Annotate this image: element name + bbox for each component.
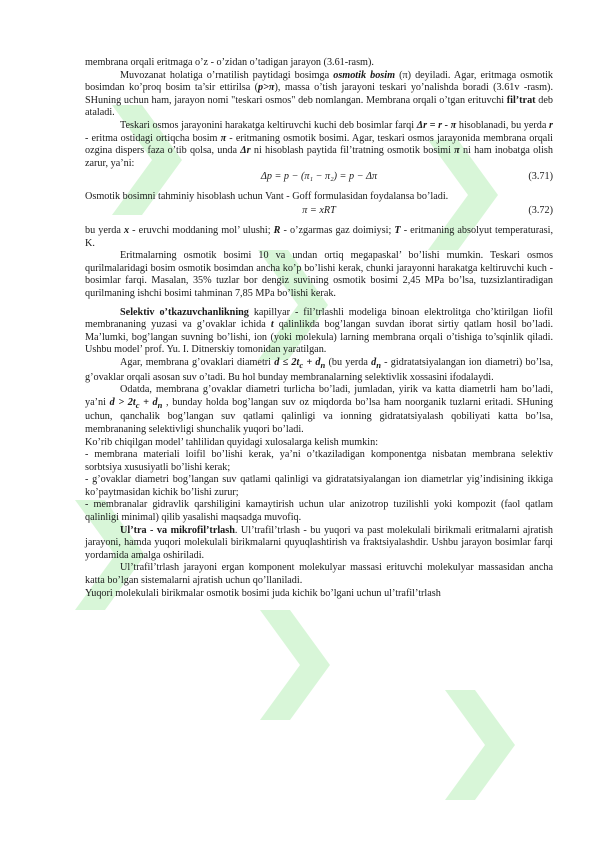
equation-number: (3.72) [528, 204, 553, 216]
text-run: Teskari osmos jarayonini harakatga keltiruvchi kuchi deb bosimlar farqi [120, 119, 417, 131]
text-run: qalinlikda bog’langan suvdan iborat sirtiy qatlam hosil bo’ladi. Ma’lumki, bog’langan suvning bo’lishi, ion (yoki molekula) larning membrana orqali o’tishiga to’sqinlik qiladi. Ushbu model’ prof. Yu. I. Ditnerskiy tomonidan yaratilgan. [85, 319, 553, 356]
text-run: kapillyar - fil’trlashli modeliga binoan elektrolitga cho’ktirilgan liofil membrananing yuzasi va g’ovaklar ichida [85, 306, 553, 331]
text-run: bu yerda [85, 224, 124, 236]
term-ultrafiltration: Ul’tra - va mikrofil’trlash [120, 524, 235, 536]
watermark-group-center [260, 610, 330, 720]
text-run: hisoblanadi, bu yerda [456, 119, 550, 131]
inline-formula: Δr = r - π [416, 119, 457, 131]
text-run: - eritma ostidagi ortiqcha bosim [85, 132, 221, 144]
symbol: π [220, 132, 227, 144]
term-osmotic-pressure: osmotik bosim [333, 69, 396, 81]
text-run: - eritmaning absolyut temperaturasi, K. [85, 224, 554, 249]
list-item: - g’ovaklar diametri bog’langan suv qatlami qalinligi va gidratatsiyalangan ion diametrlar yig’indisining ikkiga ko’paytmasidan kichik bo’lishi zurur; [85, 474, 553, 498]
symbol: x [124, 224, 130, 236]
paragraph-ultrafiltration-use: Ul’trafil’trlash jarayoni ergan komponent molekulyar massasi erituvchi molekulyar massasidan ancha katta bo’lgan sistemalarni ajratish uchun qo’llaniladi. [85, 562, 553, 587]
equation-number: (3.71) [528, 171, 553, 183]
text-run: Muvozanat holatiga o’rnatilish paytidagi bosimga [120, 69, 334, 81]
inline-formula: + d [139, 396, 158, 408]
text-run: , bunday holda bog’langan suv oz miqdorda bo’lsa ham noorganik tuzlarni eritadi. SHuning uchun, qanchalik bog’langan suv qatlami qalinligi va ionning gidratatsiyalash qobiliyati katta bo’lsa, membrananing selektivligi shunchalik yuqori bo’ladi. [85, 396, 553, 435]
equation-3-72 [85, 205, 553, 219]
equation-3-71 [85, 171, 553, 185]
paragraph-1: membrana orqali eritmaga o’z - o’zidan o’tadigan jarayon (3.61-rasm). [85, 57, 374, 68]
symbol: r [549, 119, 553, 131]
text-run: ), massa o’tish jarayoni teskari yo’nalishda boradi (3.61v -rasm). SHuning uchun ham, jarayon nomi "teskari osmos" deb nomlangan. Membrana orqali o’tgan erituvchi [85, 82, 553, 106]
paragraph-selective-permeability [85, 307, 553, 357]
document-page [85, 57, 553, 600]
paragraph-ultrafiltration [85, 525, 553, 563]
inline-formula: d > 2t [109, 396, 136, 408]
text-run: - o’zgarmas gaz doimiysi; [280, 224, 395, 236]
paragraph-driving-force [85, 120, 553, 170]
text-run: - eritmaning osmotik bosimi. Agar, teskari osmos jarayonida membrana orqali ozgina dispers faza o’tib qolsa, unda [85, 132, 553, 157]
equation-formula: π = xRT [302, 204, 336, 216]
text-run: . Ul’trafil’trlash - bu yuqori va past molekulali birikmali eritmalarni ajratish jarayoni, hamda yuqori molekulali birikmalarni quyuqlashtirish va fraktsiyalashdir. Ushbu jarayon bosimlar farqi yordamida amalga oshiriladi. [85, 524, 553, 561]
inline-formula: + d [303, 356, 321, 368]
paragraph-osmotic-values: Eritmalarning osmotik bosimi 10 va undan ortiq megapaskal’ bo’lishi mumkin. Teskari osmos qurilmalaridagi bosim osmotik bosimdan ancha ko’p bo’lishi kerak, chunki jarayonni harakatga keltiruvchi kuch - bosimlar farqi. Masalan, 35% tuzlar bor dengiz suvining osmotik bosimi 2,45 MPa bo’lsa, tuzsizlantiradigan qurilmaning ishchi bosimi tahminan 7,85 MPa bo’lishi kerak. [85, 250, 553, 299]
paragraph-large-pores [85, 384, 553, 436]
text-run: - eruvchi moddaning mol’ ulushi; [129, 224, 274, 236]
text-run: (bu yerda [325, 356, 372, 368]
text-run: ni hisoblash paytida fil’tratning osmotik bosimi [250, 145, 455, 157]
text-run: deb ataladi. [85, 94, 553, 119]
paragraph-osmotic-pressure [85, 70, 553, 120]
list-item: - membranalar gidravlik qarshiligini kamaytirish uchun ular anizotrop tuzilishli yoki kompozit (faol qatlam qalinligi minimal) qilib yasalishi maqsadga muvofiq. [85, 499, 553, 524]
paragraph-vant-goff: Osmotik bosimni tahminiy hisoblash uchun Vant - Goff formulasidan foydalansa bo’ladi. [85, 191, 449, 203]
chevron-watermark-icon [445, 690, 515, 800]
symbol: d [371, 356, 377, 368]
term-filtrate: fil’trat [506, 94, 536, 106]
symbol: Δr [240, 145, 251, 157]
paragraph-conclusions-intro: Ko’rib chiqilgan model’ tahlilidan quyidagi xulosalarga kelish mumkin: [85, 436, 379, 448]
symbol: T [394, 224, 401, 236]
equation-formula: Δp = p − (π₁ − π₂) = p − Δπ [260, 171, 378, 183]
subscript: n [376, 359, 381, 370]
chevron-watermark-icon [260, 610, 330, 720]
symbol: R [273, 224, 281, 236]
symbol: π [454, 145, 460, 157]
subscript: n [157, 399, 163, 410]
subscript: c [299, 359, 304, 370]
paragraph-where [85, 225, 553, 250]
paragraph-pore-diameter [85, 357, 553, 384]
paragraph-last: Yuqori molekulali birikmalar osmotik bosimi juda kichik bo’lgani uchun ul’trafil’trlash [85, 587, 441, 599]
text-run: ni ham inobatga olish zarur, ya’ni: [85, 145, 553, 169]
subscript: c [135, 399, 140, 410]
term-selective: Selektiv o’tkazuvchanlikning [120, 306, 249, 318]
watermark-group-bottomright [445, 690, 515, 800]
symbol: t [270, 319, 274, 331]
list-item: - membrana materiali loifil bo’lishi kerak, ya’ni o’tkaziladigan komponentga nisbatan membrana selektiv sorbtsiya xususiyatli bo’lishi kerak; [85, 449, 553, 473]
inline-formula: p>π [258, 82, 275, 94]
text-run: - gidratatsiyalangan ion diametri) bo’lsa, g’ovaklar orqali asosan suv o’tadi. Bu hol bunday membranalarning selektivlik xossasini ifodalaydi. [85, 356, 553, 383]
inline-formula: d ≤ 2t [274, 356, 300, 368]
subscript: n [320, 359, 326, 370]
text-run: Odatda, membrana g’ovaklar diametri turlicha bo’ladi, jumladan, yirik va katta diametrli ham bo’ladi, ya’ni [85, 384, 553, 408]
text-run: Agar, membrana g’ovaklari diametri [120, 356, 275, 368]
text-run: (π) deyiladi. Agar, eritmaga osmotik bosimdan ko’proq bosim ta’sir ettirilsa ( [85, 69, 554, 94]
